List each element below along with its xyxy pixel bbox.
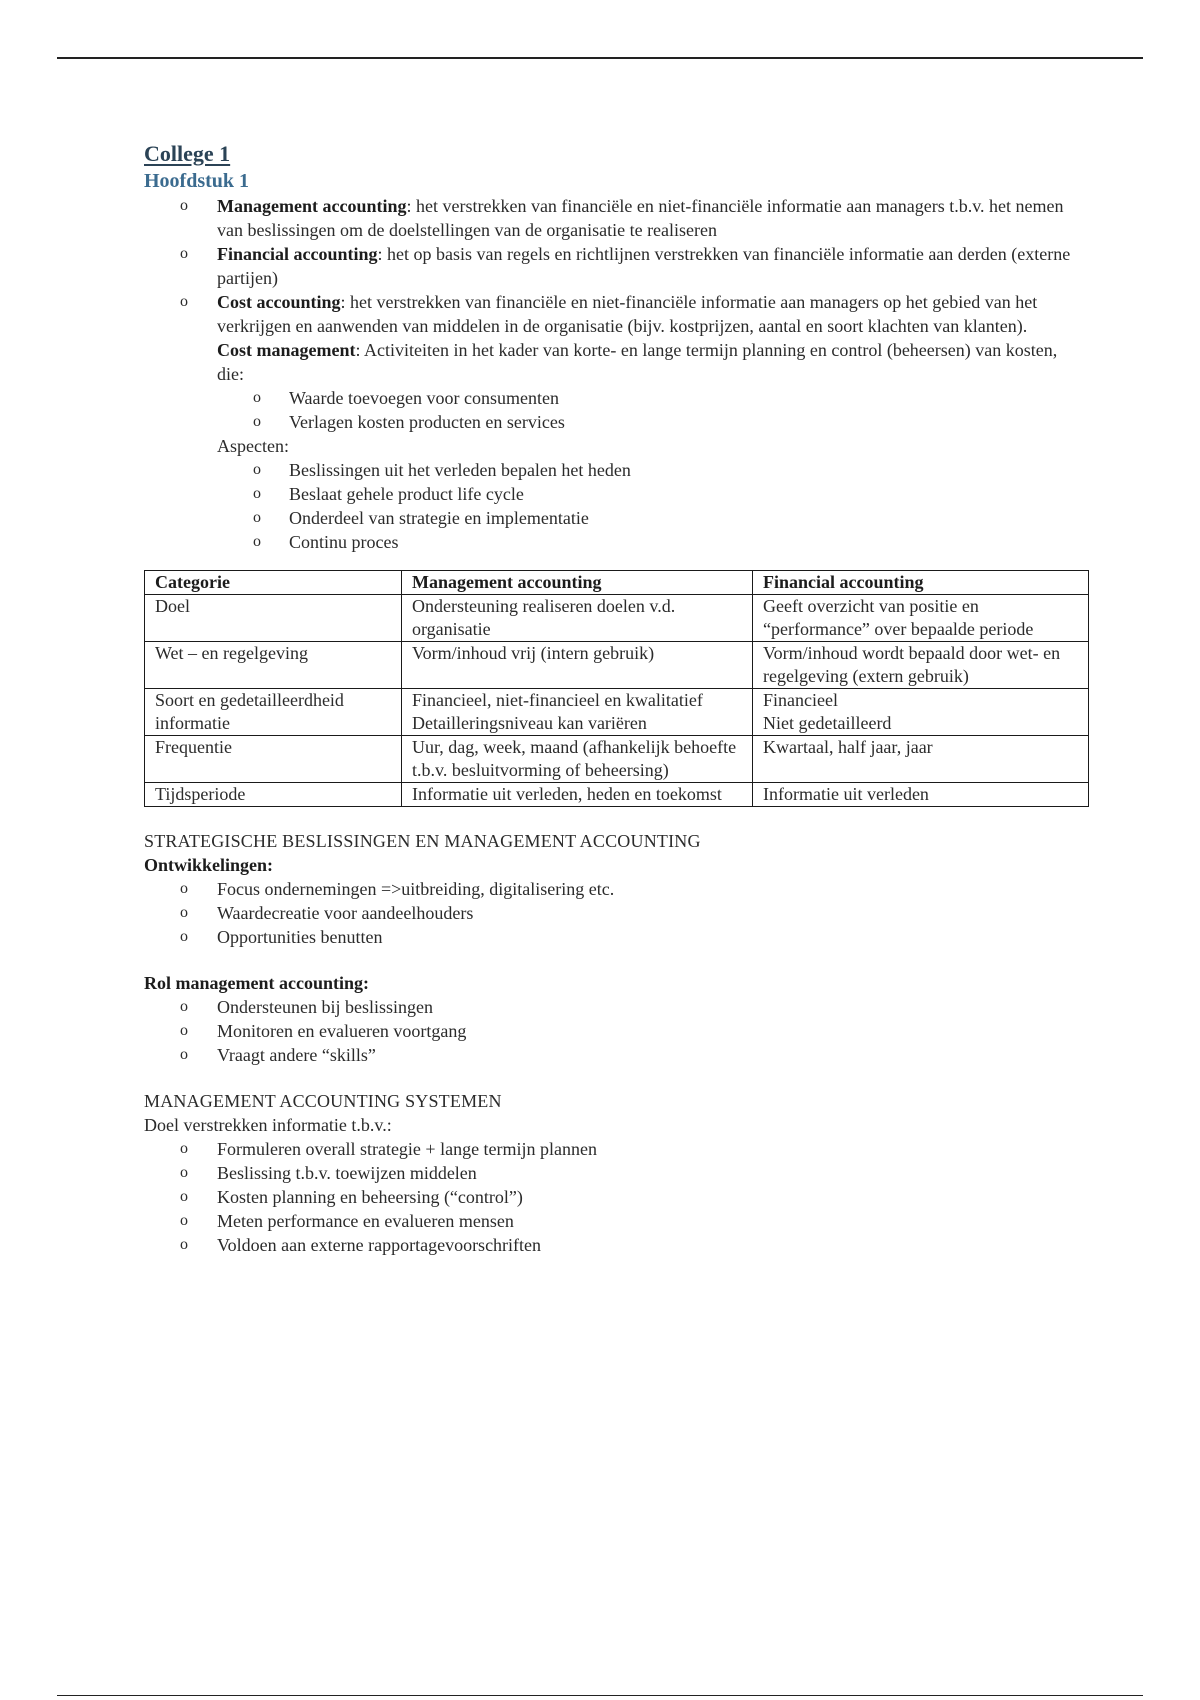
table-cell: Frequentie: [145, 736, 402, 783]
table-cell: Kwartaal, half jaar, jaar: [753, 736, 1089, 783]
table-cell: Informatie uit verleden: [753, 783, 1089, 807]
table-cell: Tijdsperiode: [145, 783, 402, 807]
table-row: [145, 642, 1089, 689]
role-list: [144, 995, 1088, 1067]
table-row: [145, 595, 1089, 642]
table-cell: Vorm/inhoud wordt bepaald door wet- en regelgeving (extern gebruik): [753, 642, 1089, 689]
table-header-cell: Categorie: [145, 571, 402, 595]
definition-item: [144, 242, 1088, 290]
table-header-row: [145, 571, 1089, 595]
comparison-table: [144, 570, 1089, 807]
definition-term: Financial accounting: [217, 244, 378, 264]
table-cell: Doel: [145, 595, 402, 642]
college-title: College 1: [144, 141, 231, 166]
definition-term: Cost accounting: [217, 292, 341, 312]
footer-rule: [57, 1695, 1143, 1696]
strategic-section-title: STRATEGISCHE BESLISSINGEN EN MANAGEMENT ACCOUNTING: [144, 831, 701, 851]
definition-text: : het verstrekken van financiële en niet-financiële informatie aan managers t.b.v. het nemen van beslissingen om de doelstellingen van de organisatie te realiseren: [217, 196, 1064, 240]
list-item: o Kosten planning en beheersing (“control”): [144, 1185, 1088, 1209]
cost-management-items: [217, 386, 1088, 434]
header-rule: [57, 57, 1143, 59]
role-label: Rol management accounting:: [144, 973, 369, 993]
list-item: o Waardecreatie voor aandeelhouders: [144, 901, 1088, 925]
list-item: o Opportunities benutten: [144, 925, 1088, 949]
table-cell: Ondersteuning realiseren doelen v.d. organisatie: [402, 595, 753, 642]
systems-section-title: MANAGEMENT ACCOUNTING SYSTEMEN: [144, 1091, 502, 1111]
definition-text: : het verstrekken van financiële en niet-financiële informatie aan managers op het gebied van het verkrijgen en aanwenden van middelen in de organisatie (bijv. kostprijzen, aantal en soort klachten van klanten).: [217, 292, 1038, 336]
table-cell: Informatie uit verleden, heden en toekomst: [402, 783, 753, 807]
list-item: o Waarde toevoegen voor consumenten: [217, 386, 1088, 410]
table-row: [145, 689, 1089, 736]
list-item: o Beslissing t.b.v. toewijzen middelen: [144, 1161, 1088, 1185]
list-item: o Ondersteunen bij beslissingen: [144, 995, 1088, 1019]
spacer: [144, 949, 1088, 971]
definition-item: [144, 194, 1088, 242]
table-header-cell: Management accounting: [402, 571, 753, 595]
definitions-list: [144, 194, 1088, 338]
table-row: [145, 783, 1089, 807]
systems-intro: Doel verstrekken informatie t.b.v.:: [144, 1115, 392, 1135]
chapter-title: Hoofdstuk 1: [144, 170, 250, 192]
table-cell: Wet – en regelgeving: [145, 642, 402, 689]
list-item: o Meten performance en evalueren mensen: [144, 1209, 1088, 1233]
aspects-label: Aspecten:: [217, 436, 289, 456]
table-cell: Uur, dag, week, maand (afhankelijk behoefte t.b.v. besluitvorming of beheersing): [402, 736, 753, 783]
developments-label: Ontwikkelingen:: [144, 855, 274, 875]
list-item: o Beslissingen uit het verleden bepalen het heden: [217, 458, 1088, 482]
list-item: o Verlagen kosten producten en services: [217, 410, 1088, 434]
cost-management-text: : Activiteiten in het kader van korte- en lange termijn planning en control (beheersen) van kosten, die:: [217, 340, 1058, 384]
table-cell: Vorm/inhoud vrij (intern gebruik): [402, 642, 753, 689]
cost-management-term: Cost management: [217, 340, 356, 360]
list-item: o Voldoen aan externe rapportagevoorschriften: [144, 1233, 1088, 1257]
systems-list: [144, 1137, 1088, 1257]
cost-management-block: [144, 338, 1088, 554]
table-row: [145, 736, 1089, 783]
table-cell: Soort en gedetailleerdheid informatie: [145, 689, 402, 736]
table-cell: Financieel Niet gedetailleerd: [753, 689, 1089, 736]
list-item: o Onderdeel van strategie en implementatie: [217, 506, 1088, 530]
aspects-list: [217, 458, 1088, 554]
definition-term: Management accounting: [217, 196, 407, 216]
list-item: o Formuleren overall strategie + lange termijn plannen: [144, 1137, 1088, 1161]
list-item: o Monitoren en evalueren voortgang: [144, 1019, 1088, 1043]
document-body: [144, 140, 1088, 1257]
cost-management-definition: [217, 338, 1088, 386]
table-cell: Geeft overzicht van positie en “performance” over bepaalde periode: [753, 595, 1089, 642]
definition-text: : het op basis van regels en richtlijnen verstrekken van financiële informatie aan derden (externe partijen): [217, 244, 1071, 288]
table-cell: Financieel, niet-financieel en kwalitatief Detailleringsniveau kan variëren: [402, 689, 753, 736]
definition-item: [144, 290, 1088, 338]
list-item: o Vraagt andere “skills”: [144, 1043, 1088, 1067]
table-header-cell: Financial accounting: [753, 571, 1089, 595]
list-item: o Continu proces: [217, 530, 1088, 554]
list-item: o Focus ondernemingen =>uitbreiding, digitalisering etc.: [144, 877, 1088, 901]
developments-list: [144, 877, 1088, 949]
list-item: o Beslaat gehele product life cycle: [217, 482, 1088, 506]
